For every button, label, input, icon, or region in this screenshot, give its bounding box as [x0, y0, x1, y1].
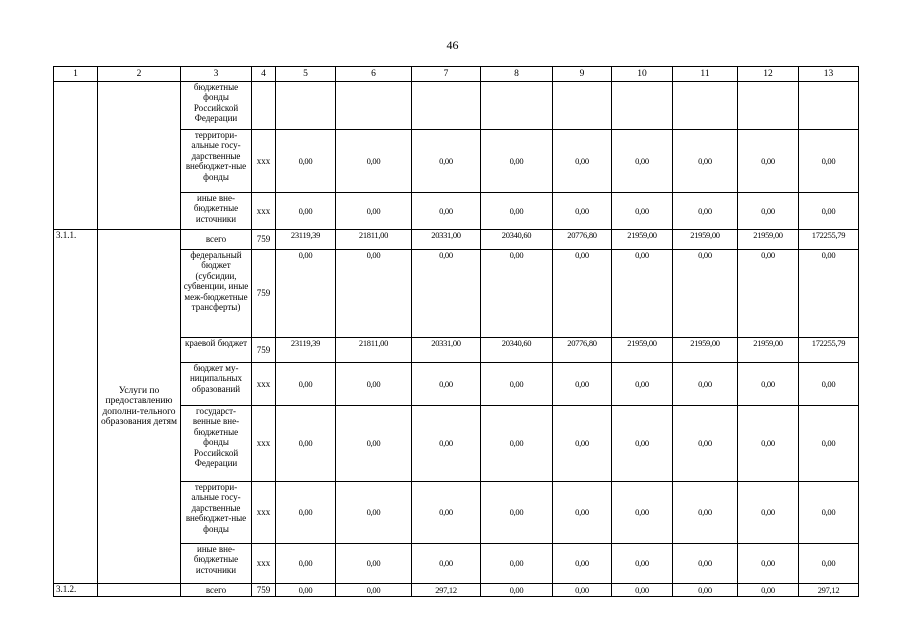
value-cell: 0,00 — [673, 406, 738, 482]
code-cell: 759 — [252, 250, 276, 338]
value-cell: 0,00 — [481, 584, 553, 597]
source-cell: краевой бюджет — [181, 338, 252, 363]
value-cell: 0,00 — [612, 544, 673, 584]
source-cell: иные вне-бюджетные источники — [181, 544, 252, 584]
source-cell: всего — [181, 230, 252, 250]
value-cell: 0,00 — [336, 193, 412, 230]
value-cell: 0,00 — [276, 250, 336, 338]
code-cell: ххх — [252, 363, 276, 406]
code-cell: ххх — [252, 482, 276, 544]
column-header: 6 — [336, 67, 412, 82]
value-cell: 0,00 — [412, 544, 481, 584]
value-cell: 0,00 — [412, 406, 481, 482]
value-cell: 0,00 — [612, 584, 673, 597]
value-cell: 23119,39 — [276, 338, 336, 363]
value-cell: 0,00 — [799, 363, 859, 406]
index-cell-empty — [54, 82, 98, 230]
value-cell — [412, 82, 481, 130]
source-cell: территори-альные госу-дарственные внебюджет-ные фонды — [181, 130, 252, 193]
value-cell: 0,00 — [673, 193, 738, 230]
value-cell: 0,00 — [412, 363, 481, 406]
source-cell: территори-альные госу-дарственные внебюджет-ные фонды — [181, 482, 252, 544]
column-header: 10 — [612, 67, 673, 82]
source-cell: федеральный бюджет (субсидии, субвенции, иные меж-бюджетные трансферты) — [181, 250, 252, 338]
source-cell: иные вне-бюджетные источники — [181, 193, 252, 230]
value-cell: 0,00 — [738, 482, 799, 544]
value-cell: 21959,00 — [738, 338, 799, 363]
column-header: 9 — [553, 67, 612, 82]
service-name: Услуги по предоставлению дополни-тельного образования детям — [98, 230, 181, 584]
value-cell — [276, 82, 336, 130]
column-header: 11 — [673, 67, 738, 82]
value-cell: 0,00 — [612, 250, 673, 338]
value-cell: 20776,80 — [553, 230, 612, 250]
value-cell: 23119,39 — [276, 230, 336, 250]
value-cell — [612, 82, 673, 130]
value-cell: 0,00 — [673, 363, 738, 406]
page-number: 46 — [446, 38, 459, 52]
value-cell: 0,00 — [481, 544, 553, 584]
value-cell: 0,00 — [738, 130, 799, 193]
value-cell: 0,00 — [673, 250, 738, 338]
value-cell: 0,00 — [553, 250, 612, 338]
code-cell: 759 — [252, 584, 276, 597]
row-index: 3.1.2. — [54, 584, 98, 597]
value-cell: 0,00 — [738, 544, 799, 584]
value-cell: 0,00 — [553, 363, 612, 406]
value-cell: 21959,00 — [612, 338, 673, 363]
source-cell: государст-венные вне-бюджетные фонды Российской Федерации — [181, 406, 252, 482]
code-cell: 759 — [252, 230, 276, 250]
column-header: 8 — [481, 67, 553, 82]
value-cell: 21959,00 — [673, 338, 738, 363]
value-cell — [799, 82, 859, 130]
value-cell: 20340,60 — [481, 230, 553, 250]
value-cell: 0,00 — [481, 406, 553, 482]
value-cell: 0,00 — [336, 406, 412, 482]
source-cell: всего — [181, 584, 252, 597]
column-header: 7 — [412, 67, 481, 82]
value-cell: 0,00 — [799, 406, 859, 482]
value-cell: 0,00 — [276, 130, 336, 193]
value-cell: 172255,79 — [799, 230, 859, 250]
value-cell: 0,00 — [799, 130, 859, 193]
column-header: 4 — [252, 67, 276, 82]
value-cell: 0,00 — [553, 544, 612, 584]
value-cell: 172255,79 — [799, 338, 859, 363]
value-cell: 0,00 — [553, 193, 612, 230]
source-cell: бюджетные фонды Российской Федерации — [181, 82, 252, 130]
value-cell: 0,00 — [738, 406, 799, 482]
value-cell: 21959,00 — [612, 230, 673, 250]
column-header: 12 — [738, 67, 799, 82]
column-header: 3 — [181, 67, 252, 82]
value-cell: 0,00 — [738, 193, 799, 230]
code-cell — [252, 82, 276, 130]
value-cell — [481, 82, 553, 130]
value-cell: 0,00 — [738, 363, 799, 406]
value-cell: 0,00 — [481, 363, 553, 406]
value-cell: 0,00 — [612, 193, 673, 230]
value-cell: 0,00 — [738, 250, 799, 338]
value-cell: 0,00 — [336, 482, 412, 544]
value-cell: 0,00 — [673, 482, 738, 544]
value-cell: 0,00 — [276, 544, 336, 584]
value-cell: 0,00 — [412, 250, 481, 338]
service-name-empty — [98, 584, 181, 597]
table-row — [54, 230, 859, 250]
code-cell: ххх — [252, 193, 276, 230]
value-cell: 0,00 — [276, 482, 336, 544]
value-cell: 0,00 — [738, 584, 799, 597]
value-cell: 0,00 — [612, 482, 673, 544]
value-cell — [336, 82, 412, 130]
value-cell: 0,00 — [799, 250, 859, 338]
value-cell: 0,00 — [276, 193, 336, 230]
value-cell: 0,00 — [799, 544, 859, 584]
value-cell: 0,00 — [553, 130, 612, 193]
code-cell: ххх — [252, 544, 276, 584]
table-row — [54, 584, 859, 597]
value-cell: 0,00 — [481, 130, 553, 193]
value-cell — [673, 82, 738, 130]
row-index: 3.1.1. — [54, 230, 98, 584]
value-cell: 0,00 — [553, 482, 612, 544]
value-cell: 21811,00 — [336, 230, 412, 250]
column-header: 13 — [799, 67, 859, 82]
value-cell: 0,00 — [276, 584, 336, 597]
code-cell: 759 — [252, 338, 276, 363]
value-cell: 297,12 — [412, 584, 481, 597]
value-cell: 0,00 — [336, 250, 412, 338]
value-cell: 0,00 — [276, 406, 336, 482]
value-cell: 0,00 — [553, 584, 612, 597]
value-cell: 0,00 — [412, 130, 481, 193]
value-cell: 0,00 — [799, 193, 859, 230]
value-cell: 0,00 — [673, 584, 738, 597]
value-cell: 0,00 — [481, 482, 553, 544]
value-cell: 0,00 — [412, 193, 481, 230]
value-cell: 0,00 — [336, 544, 412, 584]
value-cell: 0,00 — [481, 193, 553, 230]
value-cell: 0,00 — [336, 363, 412, 406]
column-header: 5 — [276, 67, 336, 82]
value-cell: 0,00 — [673, 544, 738, 584]
header-row — [54, 67, 859, 82]
value-cell: 0,00 — [799, 482, 859, 544]
code-cell: ххх — [252, 406, 276, 482]
column-header: 1 — [54, 67, 98, 82]
value-cell: 0,00 — [336, 584, 412, 597]
value-cell: 297,12 — [799, 584, 859, 597]
value-cell: 20776,80 — [553, 338, 612, 363]
source-cell: бюджет му-ниципальных образований — [181, 363, 252, 406]
value-cell: 0,00 — [553, 406, 612, 482]
value-cell: 0,00 — [412, 482, 481, 544]
value-cell: 21811,00 — [336, 338, 412, 363]
value-cell — [553, 82, 612, 130]
value-cell — [738, 82, 799, 130]
value-cell: 21959,00 — [673, 230, 738, 250]
value-cell: 0,00 — [673, 130, 738, 193]
value-cell: 21959,00 — [738, 230, 799, 250]
value-cell: 0,00 — [336, 130, 412, 193]
budget-table — [53, 66, 859, 597]
value-cell: 20331,00 — [412, 230, 481, 250]
table-row — [54, 82, 859, 130]
value-cell: 0,00 — [481, 250, 553, 338]
column-header: 2 — [98, 67, 181, 82]
name-cell-empty — [98, 82, 181, 230]
value-cell: 0,00 — [612, 130, 673, 193]
value-cell: 0,00 — [612, 363, 673, 406]
value-cell: 20331,00 — [412, 338, 481, 363]
value-cell: 20340,60 — [481, 338, 553, 363]
code-cell: ххх — [252, 130, 276, 193]
value-cell: 0,00 — [612, 406, 673, 482]
value-cell: 0,00 — [276, 363, 336, 406]
